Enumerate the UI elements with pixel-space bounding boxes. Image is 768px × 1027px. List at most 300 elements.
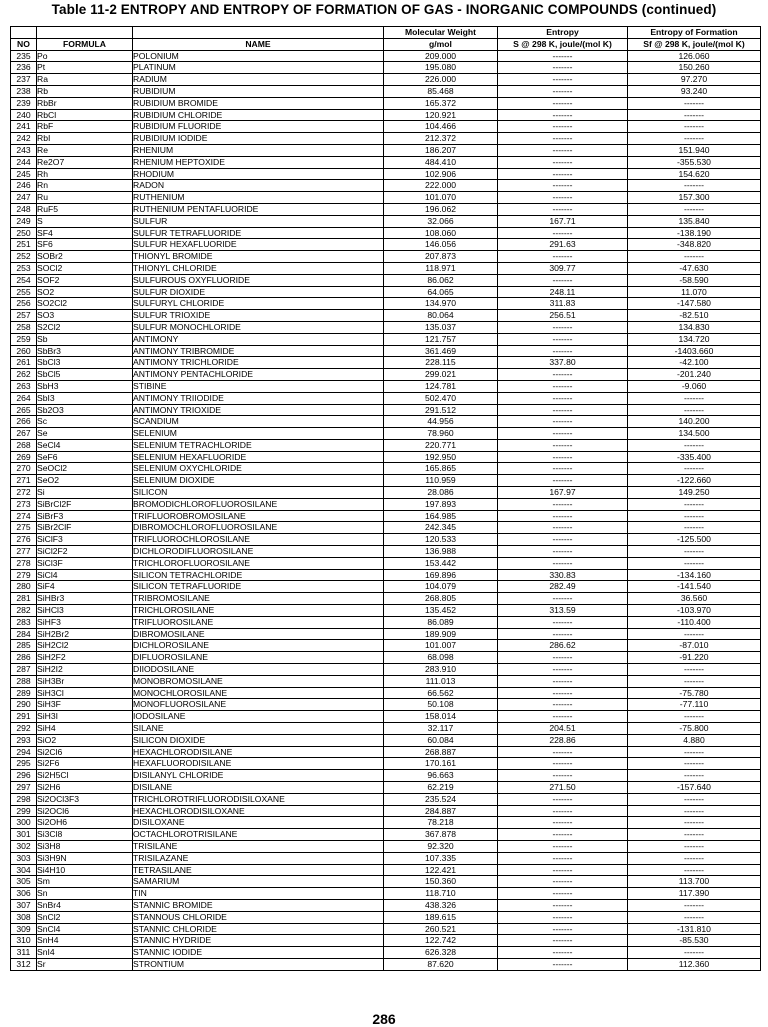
cell-molecular-weight: 196.062 <box>384 203 498 215</box>
cell-formula: SnBr4 <box>37 899 133 911</box>
table-row <box>11 121 761 133</box>
cell-molecular-weight: 68.098 <box>384 652 498 664</box>
table-row <box>11 711 761 723</box>
cell-formula: SeOCl2 <box>37 463 133 475</box>
table-row <box>11 262 761 274</box>
cell-no: 237 <box>11 74 37 86</box>
cell-entropy: ------- <box>498 156 628 168</box>
cell-entropy: ------- <box>498 369 628 381</box>
cell-entropy: ------- <box>498 923 628 935</box>
cell-name: SELENIUM DIOXIDE <box>133 475 384 487</box>
cell-molecular-weight: 165.865 <box>384 463 498 475</box>
cell-no: 306 <box>11 888 37 900</box>
cell-name: RADON <box>133 180 384 192</box>
cell-formula: S2Cl2 <box>37 321 133 333</box>
cell-formula: SiH2Br2 <box>37 628 133 640</box>
cell-formula: SiF4 <box>37 581 133 593</box>
cell-formula: SiH3Cl <box>37 687 133 699</box>
cell-entropy: ------- <box>498 62 628 74</box>
cell-no: 247 <box>11 192 37 204</box>
cell-no: 263 <box>11 380 37 392</box>
cell-entropy: 330.83 <box>498 569 628 581</box>
cell-name: SELENIUM <box>133 428 384 440</box>
cell-formula: SF4 <box>37 227 133 239</box>
cell-formula: SOBr2 <box>37 251 133 263</box>
cell-molecular-weight: 87.620 <box>384 958 498 970</box>
cell-name: BROMODICHLOROFLUOROSILANE <box>133 498 384 510</box>
cell-molecular-weight: 186.207 <box>384 144 498 156</box>
cell-formula: Si4H10 <box>37 864 133 876</box>
table-row <box>11 85 761 97</box>
cell-no: 245 <box>11 168 37 180</box>
cell-formula: Si2H5Cl <box>37 770 133 782</box>
table-row <box>11 133 761 145</box>
cell-no: 283 <box>11 616 37 628</box>
cell-formula: SiHBr3 <box>37 593 133 605</box>
cell-formula: Si2H6 <box>37 782 133 794</box>
cell-entropy-of-formation: ------- <box>628 97 761 109</box>
cell-name: SILICON TETRAFLUORIDE <box>133 581 384 593</box>
cell-entropy-of-formation: -1403.660 <box>628 345 761 357</box>
cell-no: 257 <box>11 310 37 322</box>
table-row <box>11 345 761 357</box>
cell-molecular-weight: 192.950 <box>384 451 498 463</box>
cell-formula: SnI4 <box>37 947 133 959</box>
cell-formula: Ru <box>37 192 133 204</box>
cell-entropy-of-formation: ------- <box>628 829 761 841</box>
cell-no: 303 <box>11 852 37 864</box>
cell-name: TRISILANE <box>133 840 384 852</box>
cell-molecular-weight: 110.959 <box>384 475 498 487</box>
cell-molecular-weight: 209.000 <box>384 50 498 62</box>
cell-entropy-of-formation: 113.700 <box>628 876 761 888</box>
cell-formula: SiH2F2 <box>37 652 133 664</box>
cell-no: 296 <box>11 770 37 782</box>
cell-entropy-of-formation: -201.240 <box>628 369 761 381</box>
cell-name: RHENIUM HEPTOXIDE <box>133 156 384 168</box>
cell-name: SELENIUM HEXAFLUORIDE <box>133 451 384 463</box>
cell-entropy-of-formation: ------- <box>628 711 761 723</box>
table-row <box>11 687 761 699</box>
cell-entropy-of-formation: 4.880 <box>628 734 761 746</box>
cell-formula: SeF6 <box>37 451 133 463</box>
cell-formula: Si2F6 <box>37 758 133 770</box>
cell-formula: SO2Cl2 <box>37 298 133 310</box>
cell-molecular-weight: 284.887 <box>384 805 498 817</box>
table-row <box>11 451 761 463</box>
cell-formula: Re2O7 <box>37 156 133 168</box>
cell-formula: Rh <box>37 168 133 180</box>
cell-formula: Rb <box>37 85 133 97</box>
table-row <box>11 74 761 86</box>
cell-no: 262 <box>11 369 37 381</box>
cell-entropy-of-formation: -131.810 <box>628 923 761 935</box>
header-entropy-unit: S @ 298 K, joule/(mol K) <box>498 38 628 50</box>
cell-formula: SiCl3F <box>37 557 133 569</box>
cell-entropy: 248.11 <box>498 286 628 298</box>
cell-entropy: ------- <box>498 947 628 959</box>
cell-name: SAMARIUM <box>133 876 384 888</box>
table-row <box>11 746 761 758</box>
cell-entropy-of-formation: ------- <box>628 557 761 569</box>
cell-entropy: ------- <box>498 758 628 770</box>
cell-name: DICHLORODIFLUOROSILANE <box>133 546 384 558</box>
table-row <box>11 404 761 416</box>
table-row <box>11 239 761 251</box>
table-row <box>11 522 761 534</box>
cell-entropy-of-formation: -122.660 <box>628 475 761 487</box>
table-row <box>11 274 761 286</box>
cell-molecular-weight: 122.742 <box>384 935 498 947</box>
cell-name: STANNIC IODIDE <box>133 947 384 959</box>
cell-name: TETRASILANE <box>133 864 384 876</box>
cell-formula: Pt <box>37 62 133 74</box>
cell-entropy: ------- <box>498 899 628 911</box>
cell-formula: SnCl4 <box>37 923 133 935</box>
cell-no: 255 <box>11 286 37 298</box>
cell-entropy: ------- <box>498 428 628 440</box>
cell-no: 299 <box>11 805 37 817</box>
table-row <box>11 321 761 333</box>
table-row <box>11 498 761 510</box>
cell-no: 261 <box>11 357 37 369</box>
table-row <box>11 298 761 310</box>
cell-entropy-of-formation: ------- <box>628 498 761 510</box>
cell-no: 256 <box>11 298 37 310</box>
cell-name: DIBROMOSILANE <box>133 628 384 640</box>
table-row <box>11 215 761 227</box>
cell-entropy-of-formation: 150.260 <box>628 62 761 74</box>
cell-name: DISILANE <box>133 782 384 794</box>
cell-name: POLONIUM <box>133 50 384 62</box>
cell-entropy: ------- <box>498 380 628 392</box>
cell-entropy: ------- <box>498 74 628 86</box>
cell-entropy-of-formation: ------- <box>628 392 761 404</box>
table-row <box>11 487 761 499</box>
cell-entropy-of-formation: -125.500 <box>628 534 761 546</box>
cell-entropy-of-formation: -157.640 <box>628 782 761 794</box>
cell-no: 267 <box>11 428 37 440</box>
table-row <box>11 723 761 735</box>
cell-entropy-of-formation: 154.620 <box>628 168 761 180</box>
cell-no: 305 <box>11 876 37 888</box>
cell-entropy-of-formation: -134.160 <box>628 569 761 581</box>
cell-name: ANTIMONY <box>133 333 384 345</box>
cell-no: 243 <box>11 144 37 156</box>
cell-name: ANTIMONY PENTACHLORIDE <box>133 369 384 381</box>
cell-name: SULFUR TRIOXIDE <box>133 310 384 322</box>
cell-entropy-of-formation: ------- <box>628 664 761 676</box>
cell-name: RUTHENIUM PENTAFLUORIDE <box>133 203 384 215</box>
cell-formula: Sc <box>37 416 133 428</box>
table-row <box>11 357 761 369</box>
cell-entropy: ------- <box>498 793 628 805</box>
cell-molecular-weight: 120.921 <box>384 109 498 121</box>
cell-entropy-of-formation: ------- <box>628 947 761 959</box>
cell-no: 285 <box>11 640 37 652</box>
cell-formula: RbCl <box>37 109 133 121</box>
cell-no: 291 <box>11 711 37 723</box>
cell-entropy: ------- <box>498 805 628 817</box>
cell-entropy-of-formation: ------- <box>628 864 761 876</box>
cell-entropy-of-formation: -58.590 <box>628 274 761 286</box>
cell-formula: Se <box>37 428 133 440</box>
table-header <box>11 27 761 51</box>
cell-name: SILICON TETRACHLORIDE <box>133 569 384 581</box>
cell-molecular-weight: 78.960 <box>384 428 498 440</box>
cell-name: SULFUR TETRAFLUORIDE <box>133 227 384 239</box>
cell-formula: Rn <box>37 180 133 192</box>
cell-name: RHENIUM <box>133 144 384 156</box>
table-row <box>11 699 761 711</box>
cell-entropy: ------- <box>498 439 628 451</box>
cell-formula: Si2Cl6 <box>37 746 133 758</box>
cell-name: SULFUR HEXAFLUORIDE <box>133 239 384 251</box>
cell-molecular-weight: 101.007 <box>384 640 498 652</box>
cell-name: SCANDIUM <box>133 416 384 428</box>
cell-name: STANNOUS CHLORIDE <box>133 911 384 923</box>
cell-no: 276 <box>11 534 37 546</box>
cell-entropy-of-formation: ------- <box>628 546 761 558</box>
cell-name: DIIODOSILANE <box>133 664 384 676</box>
cell-entropy: ------- <box>498 593 628 605</box>
cell-name: TRIBROMOSILANE <box>133 593 384 605</box>
cell-name: TRICHLOROSILANE <box>133 605 384 617</box>
cell-no: 279 <box>11 569 37 581</box>
cell-molecular-weight: 367.878 <box>384 829 498 841</box>
cell-no: 292 <box>11 723 37 735</box>
cell-entropy-of-formation: -138.190 <box>628 227 761 239</box>
cell-name: SULFUROUS OXYFLUORIDE <box>133 274 384 286</box>
cell-no: 272 <box>11 487 37 499</box>
cell-molecular-weight: 121.757 <box>384 333 498 345</box>
cell-entropy: ------- <box>498 109 628 121</box>
cell-no: 286 <box>11 652 37 664</box>
cell-no: 266 <box>11 416 37 428</box>
cell-formula: Po <box>37 50 133 62</box>
cell-molecular-weight: 212.372 <box>384 133 498 145</box>
cell-entropy-of-formation: -355.530 <box>628 156 761 168</box>
cell-molecular-weight: 242.345 <box>384 522 498 534</box>
cell-entropy: ------- <box>498 888 628 900</box>
cell-no: 242 <box>11 133 37 145</box>
cell-molecular-weight: 50.108 <box>384 699 498 711</box>
cell-no: 307 <box>11 899 37 911</box>
cell-molecular-weight: 484.410 <box>384 156 498 168</box>
cell-no: 281 <box>11 593 37 605</box>
cell-name: RHODIUM <box>133 168 384 180</box>
cell-formula: Sr <box>37 958 133 970</box>
cell-no: 302 <box>11 840 37 852</box>
cell-no: 265 <box>11 404 37 416</box>
table-row <box>11 227 761 239</box>
cell-formula: RbF <box>37 121 133 133</box>
table-row <box>11 428 761 440</box>
table-title: Table 11-2 ENTROPY AND ENTROPY OF FORMATION OF GAS - INORGANIC COMPOUNDS (continued) <box>51 2 717 17</box>
cell-formula: SiClF3 <box>37 534 133 546</box>
cell-entropy: 309.77 <box>498 262 628 274</box>
cell-entropy-of-formation: -75.800 <box>628 723 761 735</box>
table-row <box>11 782 761 794</box>
cell-entropy-of-formation: -42.100 <box>628 357 761 369</box>
table-row <box>11 97 761 109</box>
cell-name: STANNIC CHLORIDE <box>133 923 384 935</box>
cell-entropy-of-formation: 140.200 <box>628 416 761 428</box>
cell-molecular-weight: 122.421 <box>384 864 498 876</box>
cell-formula: SiHF3 <box>37 616 133 628</box>
cell-name: ANTIMONY TRICHLORIDE <box>133 357 384 369</box>
cell-formula: RbI <box>37 133 133 145</box>
cell-entropy: 337.80 <box>498 357 628 369</box>
cell-name: MONOBROMOSILANE <box>133 675 384 687</box>
cell-entropy-of-formation: ------- <box>628 852 761 864</box>
table-row <box>11 251 761 263</box>
cell-formula: SiH2I2 <box>37 664 133 676</box>
cell-entropy-of-formation: ------- <box>628 758 761 770</box>
cell-entropy-of-formation: -85.530 <box>628 935 761 947</box>
cell-entropy-of-formation: -82.510 <box>628 310 761 322</box>
table-row <box>11 144 761 156</box>
header-mw-unit: g/mol <box>384 38 498 50</box>
cell-entropy-of-formation: 97.270 <box>628 74 761 86</box>
cell-name: SULFUR <box>133 215 384 227</box>
cell-no: 249 <box>11 215 37 227</box>
cell-entropy-of-formation: -103.970 <box>628 605 761 617</box>
table-row <box>11 652 761 664</box>
cell-molecular-weight: 80.064 <box>384 310 498 322</box>
cell-entropy: ------- <box>498 711 628 723</box>
cell-entropy-of-formation: ------- <box>628 899 761 911</box>
cell-molecular-weight: 153.442 <box>384 557 498 569</box>
cell-molecular-weight: 195.080 <box>384 62 498 74</box>
cell-formula: SiH2Cl2 <box>37 640 133 652</box>
table-row <box>11 888 761 900</box>
cell-entropy: ------- <box>498 227 628 239</box>
page-number: 286 <box>372 1011 396 1027</box>
table-row <box>11 463 761 475</box>
table-row <box>11 62 761 74</box>
cell-molecular-weight: 78.218 <box>384 817 498 829</box>
cell-molecular-weight: 189.909 <box>384 628 498 640</box>
cell-entropy: ------- <box>498 522 628 534</box>
cell-no: 293 <box>11 734 37 746</box>
cell-molecular-weight: 260.521 <box>384 923 498 935</box>
cell-no: 254 <box>11 274 37 286</box>
table-row <box>11 369 761 381</box>
cell-name: RUTHENIUM <box>133 192 384 204</box>
cell-molecular-weight: 169.896 <box>384 569 498 581</box>
cell-name: TRIFLUOROBROMOSILANE <box>133 510 384 522</box>
cell-molecular-weight: 32.117 <box>384 723 498 735</box>
cell-molecular-weight: 96.663 <box>384 770 498 782</box>
cell-molecular-weight: 197.893 <box>384 498 498 510</box>
table-row <box>11 439 761 451</box>
cell-molecular-weight: 60.084 <box>384 734 498 746</box>
table-row <box>11 923 761 935</box>
cell-formula: Si3Cl8 <box>37 829 133 841</box>
cell-no: 287 <box>11 664 37 676</box>
table-row <box>11 616 761 628</box>
cell-entropy: ------- <box>498 770 628 782</box>
cell-entropy-of-formation: ------- <box>628 817 761 829</box>
cell-formula: SbI3 <box>37 392 133 404</box>
cell-formula: SF6 <box>37 239 133 251</box>
cell-name: STIBINE <box>133 380 384 392</box>
table-row <box>11 593 761 605</box>
cell-entropy: 204.51 <box>498 723 628 735</box>
cell-name: SILICON <box>133 487 384 499</box>
cell-formula: SOF2 <box>37 274 133 286</box>
cell-molecular-weight: 150.360 <box>384 876 498 888</box>
cell-entropy: ------- <box>498 192 628 204</box>
cell-entropy: ------- <box>498 321 628 333</box>
cell-entropy: 311.83 <box>498 298 628 310</box>
cell-no: 252 <box>11 251 37 263</box>
cell-molecular-weight: 220.771 <box>384 439 498 451</box>
cell-entropy: ------- <box>498 546 628 558</box>
cell-no: 250 <box>11 227 37 239</box>
cell-molecular-weight: 626.328 <box>384 947 498 959</box>
header-entropy: Entropy <box>498 27 628 39</box>
cell-entropy: ------- <box>498 852 628 864</box>
cell-molecular-weight: 86.062 <box>384 274 498 286</box>
cell-no: 274 <box>11 510 37 522</box>
table-row <box>11 829 761 841</box>
cell-molecular-weight: 146.056 <box>384 239 498 251</box>
cell-no: 290 <box>11 699 37 711</box>
cell-entropy: ------- <box>498 911 628 923</box>
cell-entropy: ------- <box>498 699 628 711</box>
cell-no: 251 <box>11 239 37 251</box>
cell-entropy: ------- <box>498 876 628 888</box>
cell-name: STRONTIUM <box>133 958 384 970</box>
cell-name: MONOFLUOROSILANE <box>133 699 384 711</box>
table-row <box>11 156 761 168</box>
cell-name: THIONYL BROMIDE <box>133 251 384 263</box>
cell-no: 253 <box>11 262 37 274</box>
cell-entropy: ------- <box>498 675 628 687</box>
cell-molecular-weight: 92.320 <box>384 840 498 852</box>
cell-molecular-weight: 85.468 <box>384 85 498 97</box>
cell-name: HEXACHLORODISILOXANE <box>133 805 384 817</box>
cell-entropy-of-formation: -348.820 <box>628 239 761 251</box>
data-table <box>10 26 761 971</box>
cell-entropy: ------- <box>498 664 628 676</box>
cell-name: TRIFLUOROCHLOROSILANE <box>133 534 384 546</box>
cell-entropy: ------- <box>498 345 628 357</box>
table-row <box>11 758 761 770</box>
cell-entropy: ------- <box>498 687 628 699</box>
cell-molecular-weight: 136.988 <box>384 546 498 558</box>
cell-no: 238 <box>11 85 37 97</box>
cell-no: 260 <box>11 345 37 357</box>
cell-formula: Si2OH6 <box>37 817 133 829</box>
cell-formula: Ra <box>37 74 133 86</box>
cell-entropy-of-formation: ------- <box>628 109 761 121</box>
cell-molecular-weight: 207.873 <box>384 251 498 263</box>
table-row <box>11 286 761 298</box>
table-row <box>11 203 761 215</box>
cell-name: ANTIMONY TRIOXIDE <box>133 404 384 416</box>
cell-formula: Si <box>37 487 133 499</box>
cell-name: RUBIDIUM IODIDE <box>133 133 384 145</box>
cell-formula: SnCl2 <box>37 911 133 923</box>
cell-entropy: ------- <box>498 333 628 345</box>
cell-molecular-weight: 62.219 <box>384 782 498 794</box>
cell-no: 239 <box>11 97 37 109</box>
cell-entropy-of-formation: ------- <box>628 911 761 923</box>
cell-molecular-weight: 135.452 <box>384 605 498 617</box>
